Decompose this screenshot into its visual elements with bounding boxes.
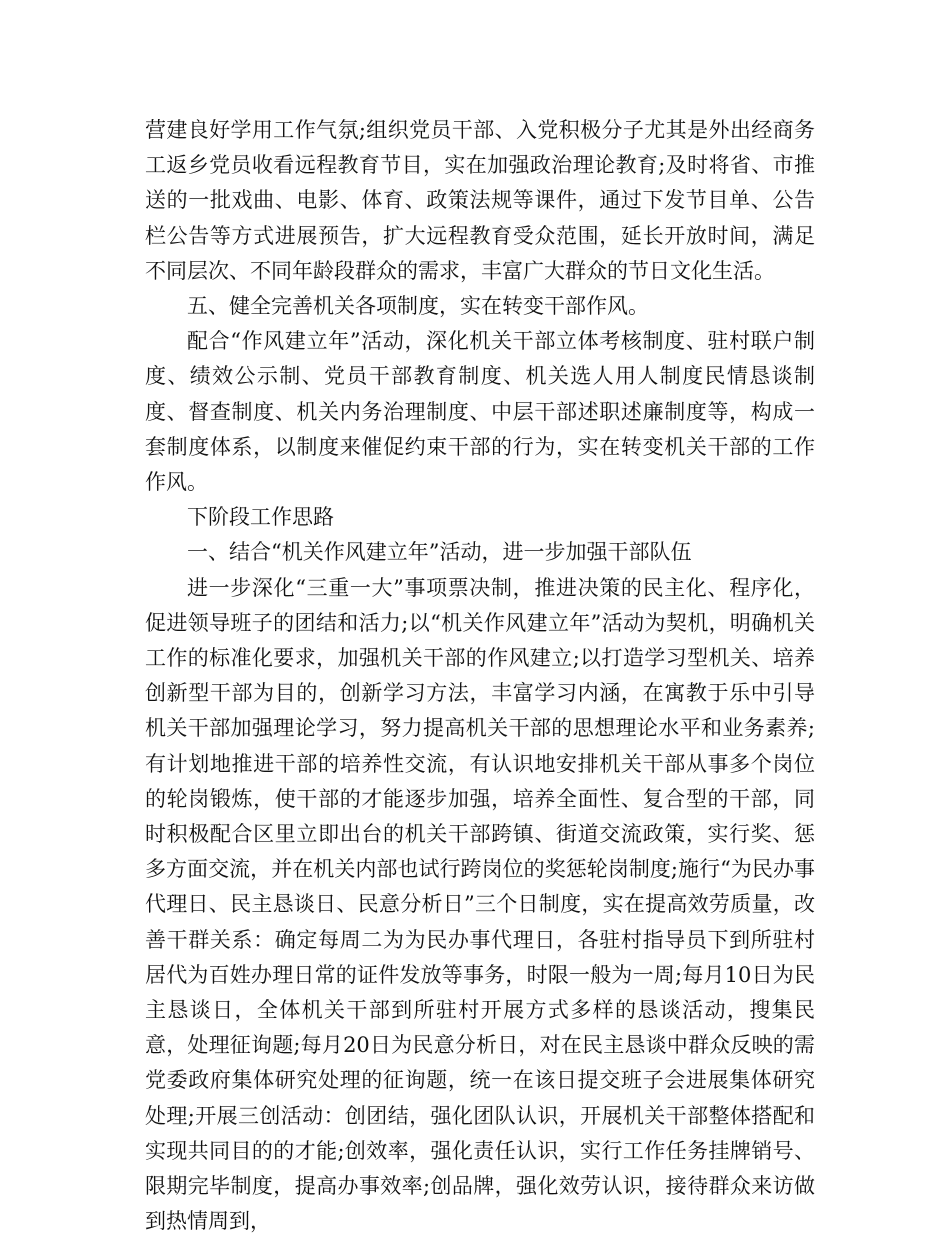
paragraph-6: 进一步深化“三重一大”事项票决制，推进决策的民主化、程序化，促进领导班子的团结和活力;以“机关作风建立年”活动为契机，明确机关工作的标准化要求，加强机关干部的作风建立;以打造学习型机关、培养创新型干部为目的，创新学习方法，丰富学习内涵，在寓教于乐中引导机关干部加强理论学习，努力提高机关干部的思想理论水平和业务素养;有计划地推进干部的培养性交流，有认识地安排机关干部从事多个岗位的轮岗锻炼，使干部的才能逐步加强，培养全面性、复合型的干部，同时积极配合区里立即出台的机关干部跨镇、街道交流政策，实行奖、惩多方面交流，并在机关内部也试行跨岗位的奖惩轮岗制度;施行“为民办事代理日、民主恳谈日、民意分析日”三个日制度，实在提高效劳质量，改善干群关系：确定每周二为为民办事代理日，各驻村指导员下到所驻村居代为百姓办理日常的证件发放等事务，时限一般为一周;每月10日为民主恳谈日，全体机关干部到所驻村开展方式多样的恳谈活动，搜集民意，处理征询题;每月20日为民意分析日，对在民主恳谈中群众反映的需党委政府集体研究处理的征询题，统一在该日提交班子会进展集体研究处理;开展三创活动：创团结，强化团队认识，开展机关干部整体搭配和实现共同目的的才能;创效率，强化责任认识，实行工作任务挂牌销号、限期完毕制度，提高办事效率;创品牌，强化效劳认识，接待群众来访做到热情周到， bbox=[145, 575, 815, 1234]
paragraph-3: 配合“作风建立年”活动，深化机关干部立体考核制度、驻村联户制度、绩效公示制、党员干部教育制度、机关选人用人制度民情恳谈制度、督查制度、机关内务治理制度、中层干部述职述廉制度等，构成一套制度体系，以制度来催促约束干部的行为，实在转变机关干部的工作作风。 bbox=[145, 329, 815, 495]
paragraph-1: 营建良好学用工作气氛;组织党员干部、入党积极分子尤其是外出经商务工返乡党员收看远程教育节目，实在加强政治理论教育;及时将省、市推送的一批戏曲、电影、体育、政策法规等课件，通过下发节目单、公告栏公告等方式进展预告，扩大远程教育受众范围，延长开放时间，满足不同层次、不同年龄段群众的需求，丰富广大群众的节日文化生活。 bbox=[145, 118, 815, 283]
heading-next-stage: 下阶段工作思路 bbox=[187, 505, 334, 530]
heading-section-one: 一、结合“机关作风建立年”活动，进一步加强干部队伍 bbox=[187, 540, 692, 565]
document-body bbox=[145, 113, 815, 1240]
heading-section-five: 五、健全完善机关各项制度，实在转变干部作风。 bbox=[187, 294, 649, 319]
